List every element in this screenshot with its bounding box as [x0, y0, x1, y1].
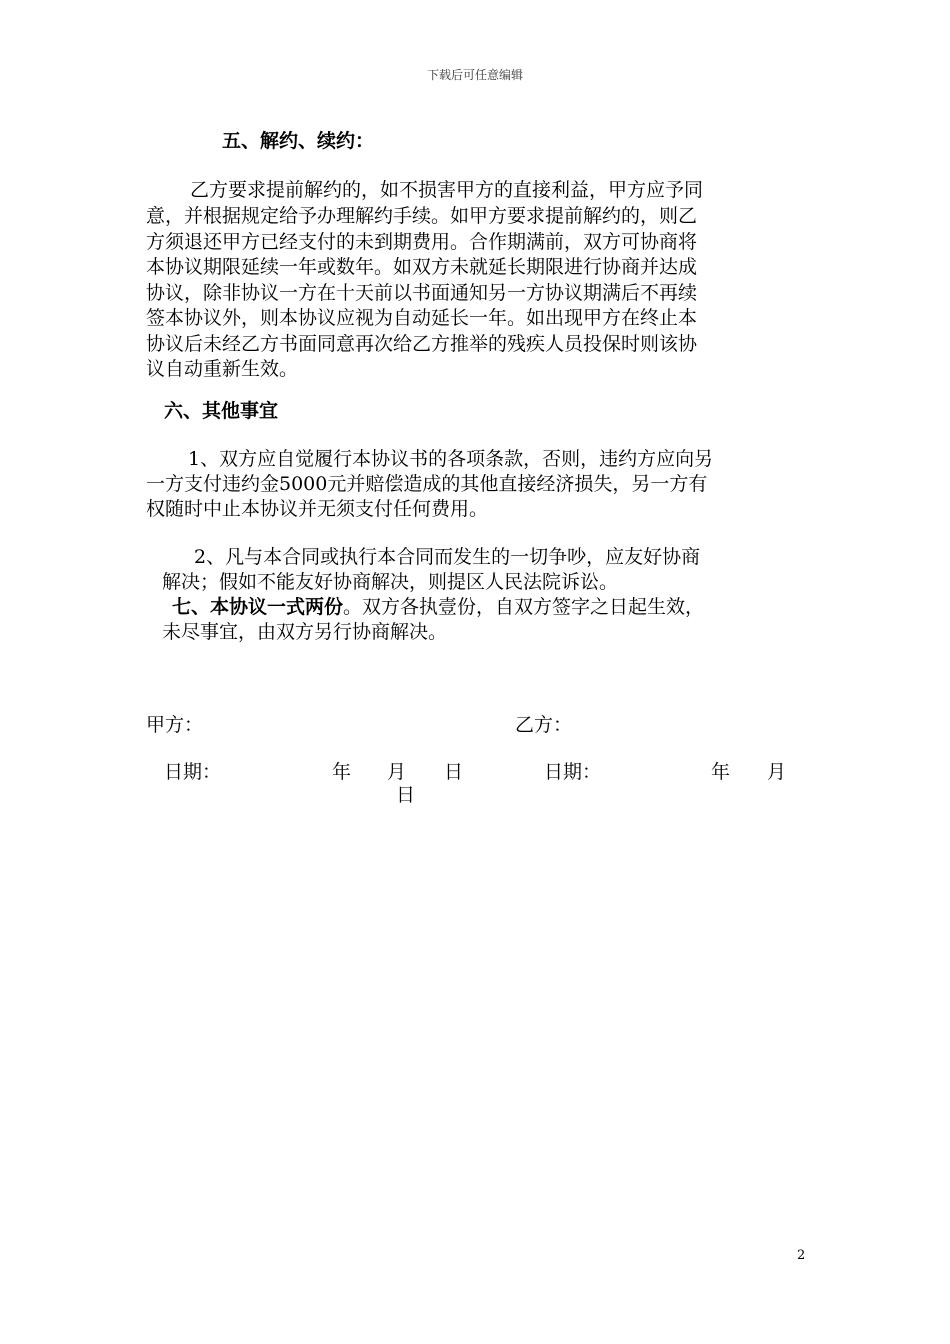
- section-7-line-1: [172, 592, 704, 619]
- s6-p2-line-2: 解决；假如不能友好协商解决，则提区人民法院诉讼。: [162, 571, 619, 593]
- date-a-year: 年: [332, 761, 352, 783]
- s5-line-7: 协议后未经乙方书面同意再次给乙方推举的残疾人员投保时则该协: [146, 333, 698, 355]
- s5-line-2: 意，并根据规定给予办理解约手续。如甲方要求提前解约的，则乙: [146, 205, 698, 227]
- date-a-day: 日: [444, 761, 464, 783]
- s5-line-8: 议自动重新生效。: [146, 358, 299, 380]
- s6-p1-line-1: 1、双方应自觉履行本协议书的各项条款，否则，违约方应向另: [188, 448, 714, 470]
- date-b-year: 年: [711, 761, 731, 783]
- s6-p2-line-1: 2、凡与本合同或执行本合同而发生的一切争吵，应友好协商: [194, 546, 701, 568]
- party-a-label: 甲方：: [146, 714, 204, 736]
- party-b-label: 乙方：: [515, 714, 573, 736]
- section-7-heading: 七、本协议一式两份: [172, 596, 344, 618]
- s6-p1-line-2: 一方支付违约金5000元并赔偿造成的其他直接经济损失，另一方有: [146, 473, 708, 495]
- page-header: 下载后可任意编辑: [426, 68, 523, 82]
- s5-line-4: 本协议期限延续一年或数年。如双方未就延长期限进行协商并达成: [146, 256, 698, 278]
- s5-line-6: 签本协议外，则本协议应视为自动延长一年。如出现甲方在终止本: [146, 307, 698, 329]
- date-a-month: 月: [387, 761, 407, 783]
- s5-line-1: 乙方要求提前解约的，如不损害甲方的直接利益，甲方应予同: [190, 179, 704, 201]
- section-5-heading: 五、解约、续约：: [222, 130, 375, 152]
- page-number: 2: [797, 1248, 806, 1263]
- section-6-heading: 六、其他事宜: [164, 400, 279, 422]
- date-b-month: 月: [767, 761, 787, 783]
- section-7-line-2: 未尽事宜，由双方另行协商解决。: [162, 621, 448, 643]
- section-7-text-1: 。双方各执壹份，自双方签字之日起生效，: [343, 596, 705, 618]
- date-a-label: 日期：: [164, 761, 222, 783]
- s5-line-5: 协议，除非协议一方在十天前以书面通知另一方协议期满后不再续: [146, 282, 698, 304]
- s6-p1-line-3: 权随时中止本协议并无须支付任何费用。: [146, 498, 489, 520]
- date-b-label: 日期：: [544, 761, 602, 783]
- date-b-day: 日: [396, 784, 416, 806]
- s5-line-3: 方须退还甲方已经支付的未到期费用。合作期满前，双方可协商将: [146, 231, 698, 253]
